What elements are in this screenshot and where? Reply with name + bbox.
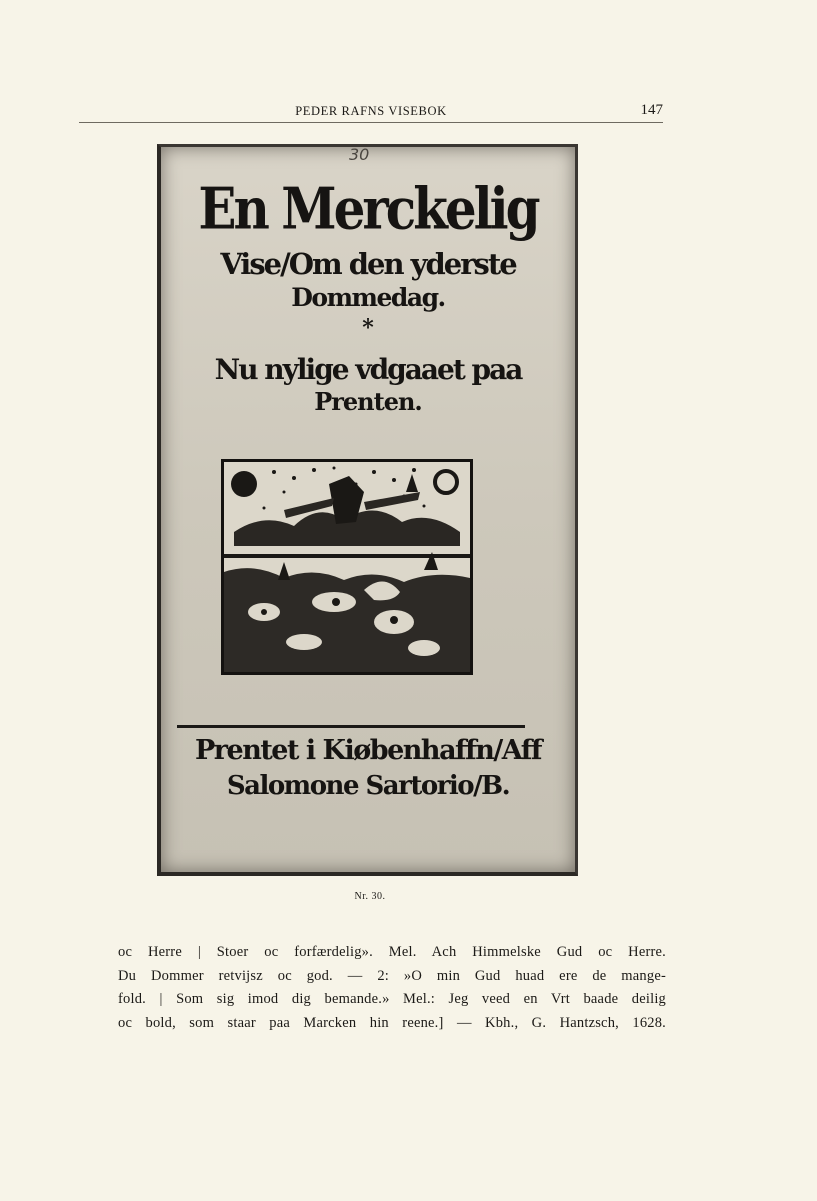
woodcut-illustration-icon bbox=[224, 462, 470, 672]
plate-title-line-1: En Merckelig bbox=[198, 174, 538, 243]
figure-caption: Nr. 30. bbox=[354, 891, 386, 902]
plate-divider-rule bbox=[177, 725, 525, 728]
body-line-3: fold. | Som sig imod dig bemande.» Mel.: Jeg veed en Vrt baade deilig bbox=[118, 991, 666, 1007]
body-line-1: oc Herre | Stoer oc forfærdelig». Mel. Ach Himmelske Gud oc Herre. bbox=[118, 944, 666, 960]
body-paragraph bbox=[118, 941, 666, 1035]
body-line-2: Du Dommer retvijsz oc god. — 2: »O min Gud huad ere de mange- bbox=[118, 967, 666, 984]
running-title: PEDER RAFNS VISEBOK bbox=[295, 104, 447, 118]
plate-title-line-6: Prenten. bbox=[314, 387, 422, 416]
body-line-4: oc bold, som staar paa Marcken hin reene.] — Kbh., G. Hantzsch, 1628. bbox=[118, 1014, 666, 1031]
plate-title-line-5: Nu nylige vdgaaet paa bbox=[214, 353, 522, 386]
plate-imprint-line-2: Salomone Sartorio/B. bbox=[226, 771, 510, 801]
title-page-facsimile bbox=[157, 144, 578, 876]
plate-imprint-line-1: Prentet i Kiøbenhaffn/Aff bbox=[195, 735, 541, 766]
last-judgment-woodcut bbox=[221, 459, 473, 675]
plate-title-line-2: Vise/Om den yderste bbox=[220, 247, 516, 281]
running-head bbox=[79, 100, 663, 123]
handwritten-number: 30 bbox=[349, 145, 370, 164]
page-number: 147 bbox=[640, 102, 663, 118]
plate-ornament-asterisk: * bbox=[362, 315, 374, 341]
plate-title-line-3: Dommedag. bbox=[291, 283, 445, 312]
